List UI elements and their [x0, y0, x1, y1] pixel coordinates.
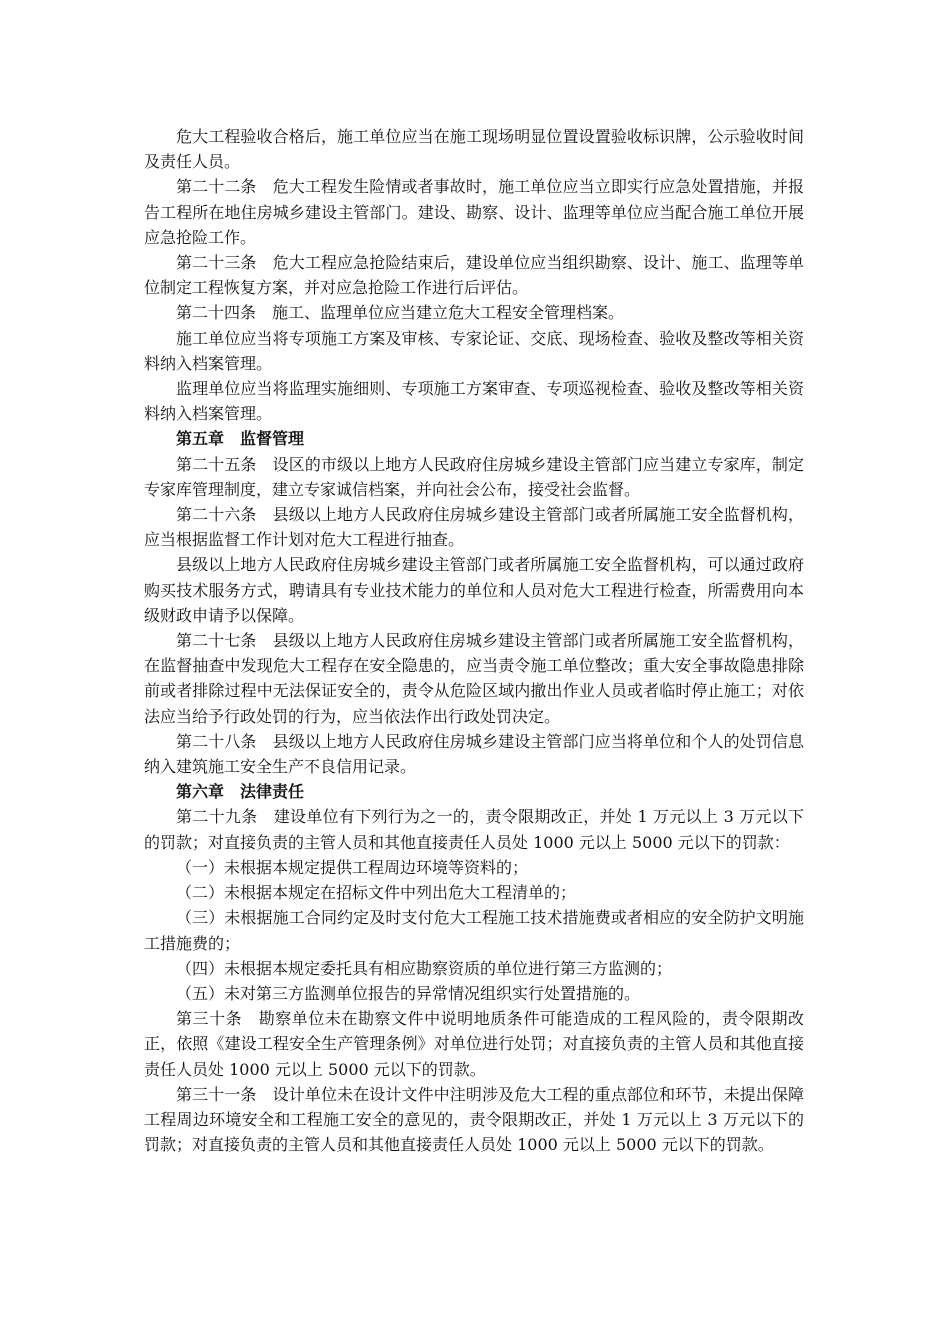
article-29: 第二十九条 建设单位有下列行为之一的，责令限期改正，并处 1 万元以上 3 万元以下的罚款；对直接负责的主管人员和其他直接责任人员处 1000 元以上 5000 元以下的罚款： [144, 807, 804, 852]
article-29-item-4: （四）未根据本规定委托具有相应勘察资质的单位进行第三方监测的； [176, 958, 673, 978]
article-29-item-5: （五）未对第三方监测单位报告的异常情况组织实行处置措施的。 [176, 983, 641, 1003]
chapter-5-heading: 第五章 监督管理 [176, 429, 305, 449]
paragraph-supervision-archive: 监理单位应当将监理实施细则、专项施工方案审查、专项巡视检查、验收及整改等相关资料纳入档案管理。 [144, 379, 804, 424]
article-25: 第二十五条 设区的市级以上地方人民政府住房城乡建设主管部门应当建立专家库，制定专家库管理制度，建立专家诚信档案，并向社会公布，接受社会监督。 [144, 454, 804, 499]
paragraph-purchase-services: 县级以上地方人民政府住房城乡建设主管部门或者所属施工安全监督机构，可以通过政府购买技术服务方式，聘请具有专业技术能力的单位和人员对危大工程进行检查，所需费用向本级财政申请予以保障。 [144, 555, 804, 625]
article-23: 第二十三条 危大工程应急抢险结束后，建设单位应当组织勘察、设计、施工、监理等单位制定工程恢复方案，并对应急抢险工作进行后评估。 [144, 253, 804, 298]
article-24: 第二十四条 施工、监理单位应当建立危大工程安全管理档案。 [176, 303, 625, 323]
article-29-item-1: （一）未根据本规定提供工程周边环境等资料的； [176, 857, 529, 877]
article-26: 第二十六条 县级以上地方人民政府住房城乡建设主管部门或者所属施工安全监督机构，应当根据监督工作计划对危大工程进行抽查。 [144, 505, 804, 550]
chapter-6-heading: 第六章 法律责任 [176, 782, 305, 802]
article-30: 第三十条 勘察单位未在勘察文件中说明地质条件可能造成的工程风险的，责令限期改正，依照《建设工程安全生产管理条例》对单位进行处罚；对直接负责的主管人员和其他直接责任人员处 1000 元以上 5000 元以下的罚款。 [144, 1009, 804, 1079]
article-29-item-2: （二）未根据本规定在招标文件中列出危大工程清单的； [176, 883, 577, 903]
article-29-item-3: （三）未根据施工合同约定及时支付危大工程施工技术措施费或者相应的安全防护文明施工措施费的； [144, 908, 804, 953]
paragraph-construction-archive: 施工单位应当将专项施工方案及审核、专家论证、交底、现场检查、验收及整改等相关资料纳入档案管理。 [144, 328, 804, 373]
article-22: 第二十二条 危大工程发生险情或者事故时，施工单位应当立即实行应急处置措施，并报告工程所在地住房城乡建设主管部门。建设、勘察、设计、监理等单位应当配合施工单位开展应急抢险工作。 [144, 177, 804, 247]
article-28: 第二十八条 县级以上地方人民政府住房城乡建设主管部门应当将单位和个人的处罚信息纳入建筑施工安全生产不良信用记录。 [144, 731, 804, 777]
article-31: 第三十一条 设计单位未在设计文件中注明涉及危大工程的重点部位和环节，未提出保障工程周边环境安全和工程施工安全的意见的，责令限期改正，并处 1 万元以上 3 万元以下的罚款；对直接负责的主管人员和其他直接责任人员处 1000 元以上 5000 元以下的罚款。 [144, 1084, 804, 1155]
document-page [144, 124, 804, 1157]
paragraph-acceptance-sign: 危大工程验收合格后，施工单位应当在施工现场明显位置设置验收标识牌，公示验收时间及责任人员。 [144, 127, 804, 172]
article-27: 第二十七条 县级以上地方人民政府住房城乡建设主管部门或者所属施工安全监督机构，在监督抽查中发现危大工程存在安全隐患的，应当责令施工单位整改；重大安全事故隐患排除前或者排除过程中无法保证安全的，责令从危险区域内撤出作业人员或者临时停止施工；对依法应当给予行政处罚的行为，应当依法作出行政处罚决定。 [144, 631, 804, 726]
